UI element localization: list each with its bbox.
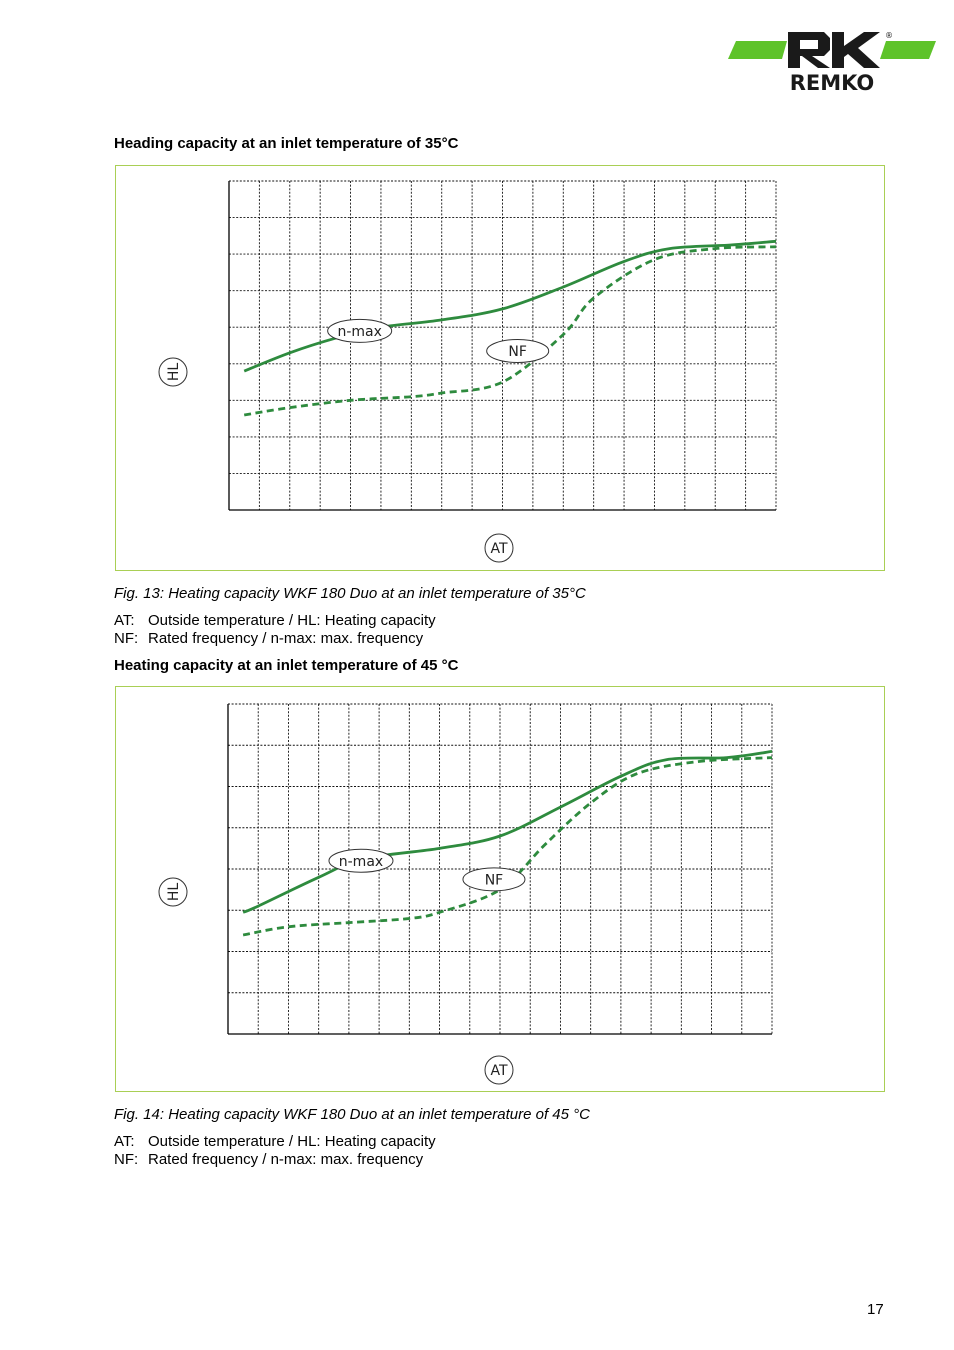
- legend-block-1: [114, 612, 436, 648]
- heating-capacity-chart-35: [116, 166, 883, 569]
- y-axis-label: HL: [166, 882, 182, 902]
- legend-text: Outside temperature / HL: Heating capacity: [148, 612, 436, 629]
- remko-logo: [724, 28, 938, 94]
- series-nf-line: [244, 247, 776, 415]
- annotation-n-max-label: n-max: [338, 853, 384, 870]
- section-heading-35: Heading capacity at an inlet temperature of 35°C: [114, 135, 459, 152]
- logo-wordmark: REMKO: [789, 71, 875, 94]
- section-heading-45: Heating capacity at an inlet temperature of 45 °C: [114, 657, 459, 674]
- annotation-nf-label: NF: [508, 343, 527, 360]
- annotation-nf-label: NF: [484, 872, 504, 889]
- legend-line-1: [114, 612, 436, 630]
- legend-block-2: [114, 1133, 436, 1169]
- y-axis-label: HL: [166, 362, 182, 382]
- heating-capacity-chart-45: [116, 687, 883, 1090]
- x-axis-label: AT: [490, 541, 508, 557]
- figure-caption-14: Fig. 14: Heating capacity WKF 180 Duo at an inlet temperature of 45 °C: [114, 1106, 590, 1123]
- legend-text: Rated frequency / n-max: max. frequency: [148, 630, 424, 647]
- legend-key: NF:: [114, 630, 139, 647]
- figure-caption-13: Fig. 13: Heating capacity WKF 180 Duo at an inlet temperature of 35°C: [114, 585, 586, 602]
- legend-text: Outside temperature / HL: Heating capacity: [148, 1133, 436, 1150]
- legend-text: Rated frequency / n-max: max. frequency: [148, 1151, 424, 1168]
- logo-stripe-right: [880, 41, 936, 59]
- x-axis-label: AT: [490, 1063, 508, 1079]
- logo-stripe-left: [728, 41, 787, 59]
- legend-key: AT:: [114, 1133, 135, 1150]
- annotation-n-max-label: n-max: [337, 323, 382, 340]
- logo-k-mark: [832, 32, 880, 68]
- legend-key: NF:: [114, 1151, 139, 1168]
- series-nf-line: [243, 758, 772, 935]
- figure-box-1: [115, 165, 885, 571]
- page-number: 17: [867, 1301, 884, 1318]
- legend-line-1: [114, 1133, 436, 1151]
- legend-line-2: [114, 1151, 436, 1169]
- logo-r-mark: [788, 32, 830, 68]
- legend-line-2: [114, 630, 436, 648]
- legend-key: AT:: [114, 612, 135, 629]
- logo-registered: ®: [885, 31, 893, 40]
- figure-box-2: [115, 686, 885, 1092]
